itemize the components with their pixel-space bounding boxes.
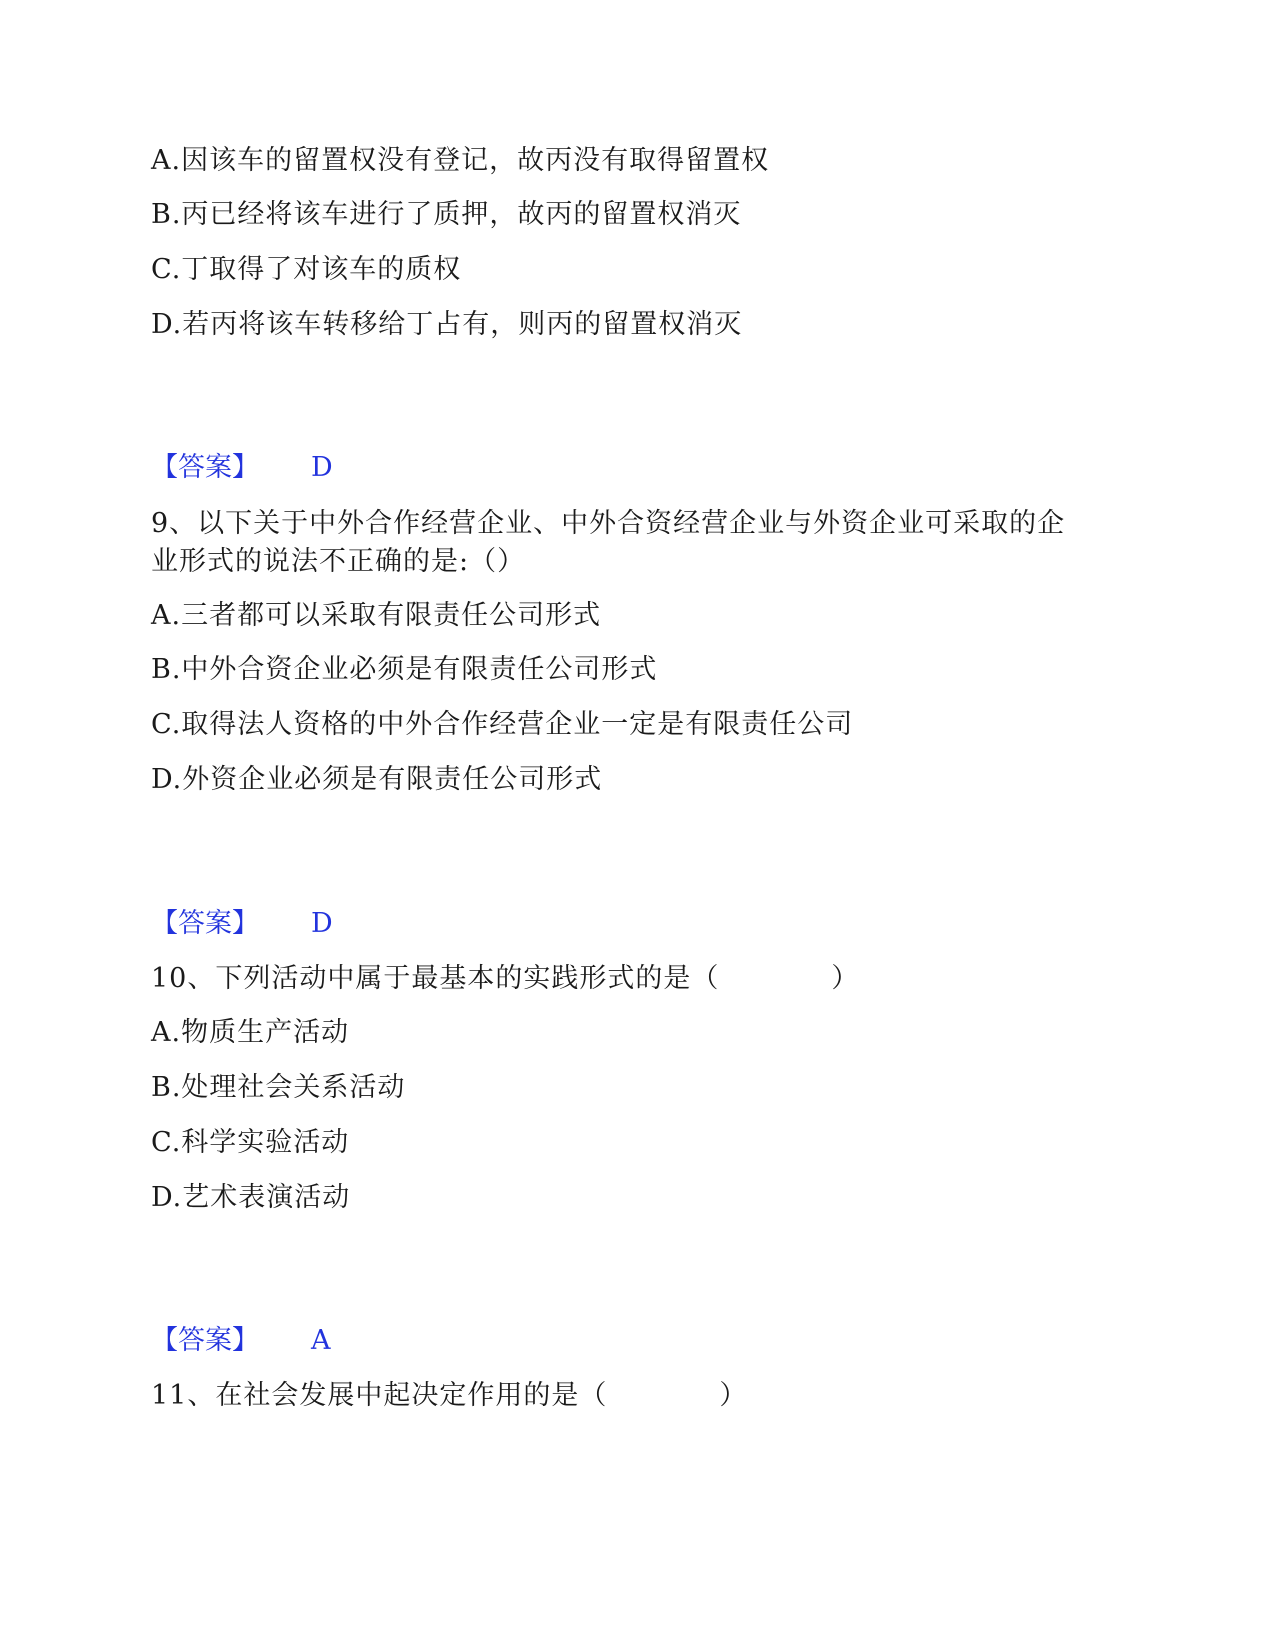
q10-option-c: C.科学实验活动 [151, 1127, 350, 1158]
q10-answer [151, 1323, 331, 1359]
q8-option-c: C.丁取得了对该车的质权 [151, 254, 462, 285]
q9-option-a: A.三者都可以采取有限责任公司形式 [151, 600, 602, 631]
q10-option-a: A.物质生产活动 [151, 1017, 350, 1048]
q10-option-b: B.处理社会关系活动 [151, 1072, 406, 1103]
q10-stem: 10、下列活动中属于最基本的实践形式的是（ ） [151, 963, 860, 994]
answer-label: 【答案】 [151, 452, 259, 483]
q8-option-b: B.丙已经将该车进行了质押，故丙的留置权消灭 [151, 199, 742, 230]
q9-option-d: D.外资企业必须是有限责任公司形式 [151, 764, 603, 795]
answer-label: 【答案】 [151, 908, 259, 939]
q8-answer [151, 450, 333, 486]
q8-option-a: A.因该车的留置权没有登记，故丙没有取得留置权 [151, 145, 770, 176]
answer-value: D [311, 452, 333, 483]
q10-option-d: D.艺术表演活动 [151, 1182, 351, 1213]
answer-value: D [311, 908, 333, 939]
answer-label: 【答案】 [151, 1325, 259, 1356]
q9-option-c: C.取得法人资格的中外合作经营企业一定是有限责任公司 [151, 709, 854, 740]
q9-answer [151, 906, 333, 942]
q8-option-d: D.若丙将该车转移给丁占有，则丙的留置权消灭 [151, 309, 743, 340]
answer-value: A [311, 1325, 331, 1356]
q9-stem-line1: 9、以下关于中外合作经营企业、中外合资经营企业与外资企业可采取的企 [151, 508, 1066, 539]
q9-option-b: B.中外合资企业必须是有限责任公司形式 [151, 654, 658, 685]
q11-stem: 11、在社会发展中起决定作用的是（ ） [151, 1380, 748, 1411]
q9-stem-line2: 业形式的说法不正确的是:（） [151, 546, 526, 577]
